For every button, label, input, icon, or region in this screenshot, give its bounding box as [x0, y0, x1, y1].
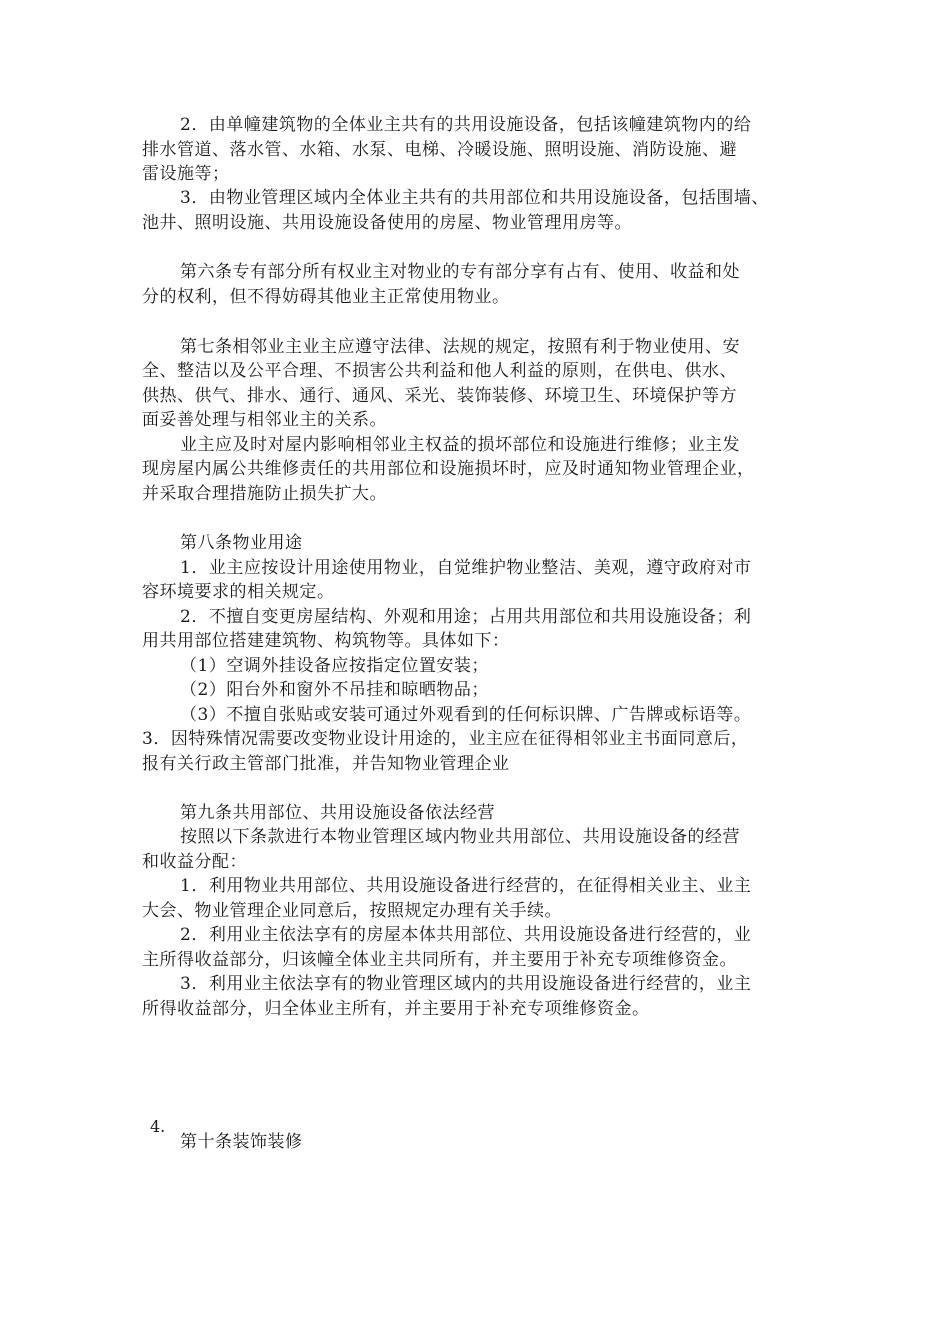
article7-para1-line2: 全、整洁以及公平合理、不损害公共利益和他人利益的原则，在供电、供水、	[142, 361, 737, 381]
article6-line2: 分的权利，但不得妨碍其他业主正常使用物业。	[142, 287, 510, 307]
article8-sub2: （2）阳台外和窗外不吊挂和晾晒物品；	[180, 680, 489, 700]
article9-intro-line2: 和收益分配：	[142, 852, 247, 872]
article7-para1-line3: 供热、供气、排水、通行、通风、采光、装饰装修、环境卫生、环境保护等方	[142, 386, 737, 406]
article6-line1: 第六条专有部分所有权业主对物业的专有部分享有占有、使用、收益和处	[180, 262, 740, 282]
article9-item3-line1: 3．利用业主依法享有的物业管理区域内的共用设施设备进行经营的，业主	[180, 974, 752, 994]
article8-sub1: （1）空调外挂设备应按指定位置安装；	[180, 656, 489, 676]
article8-item2-line2: 用共用部位搭建建筑物、构筑物等。具体如下：	[142, 631, 510, 651]
article9-intro-line1: 按照以下条款进行本物业管理区域内物业共用部位、共用设施设备的经营	[180, 827, 740, 847]
list-marker: 4.	[150, 1117, 166, 1136]
article9-item1-line1: 1．利用物业共用部位、共用设施设备进行经营的，在征得相关业主、业主	[180, 876, 752, 896]
article8-item2-line1: 2．不擅自变更房屋结构、外观和用途；占用共用部位和共用设施设备；利	[180, 607, 752, 627]
article9-title: 第九条共用部位、共用设施设备依法经营	[180, 803, 495, 823]
article9-item1-line2: 大会、物业管理企业同意后，按照规定办理有关手续。	[142, 901, 562, 921]
clause5-item2-line3: 雷设施等；	[142, 164, 230, 184]
clause5-item2-line1: 2．由单幢建筑物的全体业主共有的共用设施设备，包括该幢建筑物内的给	[180, 115, 752, 135]
article7-para2-line3: 并采取合理措施防止损失扩大。	[142, 484, 387, 504]
article9-item2-line1: 2．利用业主依法享有的房屋本体共用部位、共用设施设备进行经营的，业	[180, 925, 752, 945]
article8-title: 第八条物业用途	[180, 533, 303, 553]
clause5-item3-line1: 3．由物业管理区域内全体业主共有的共用部位和共用设施设备，包括围墙、	[180, 188, 769, 208]
article9-item3-line2: 所得收益部分，归全体业主所有，并主要用于补充专项维修资金。	[142, 999, 650, 1019]
clause5-item3-line2: 池井、照明设施、共用设施设备使用的房屋、物业管理用房等。	[142, 213, 632, 233]
article8-item3-line2: 报有关行政主管部门批准，并告知物业管理企业	[142, 754, 510, 774]
article8-item1-line1: 1．业主应按设计用途使用物业，自觉维护物业整洁、美观，遵守政府对市	[180, 558, 752, 578]
article7-para2-line2: 现房屋内属公共维修责任的共用部位和设施损坏时，应及时通知物业管理企业，	[142, 459, 755, 479]
clause5-item2-line2: 排水管道、落水管、水箱、水泵、电梯、冷暖设施、照明设施、消防设施、避	[142, 140, 737, 160]
article8-item1-line2: 容环境要求的相关规定。	[142, 582, 335, 602]
article8-sub3: （3）不擅自张贴或安装可通过外观看到的任何标识牌、广告牌或标语等。	[180, 705, 752, 725]
article7-para1-line1: 第七条相邻业主业主应遵守法律、法规的规定，按照有利于物业使用、安	[180, 337, 740, 357]
article7-para2-line1: 业主应及时对屋内影响相邻业主权益的损坏部位和设施进行维修；业主发	[180, 435, 740, 455]
article10-title: 第十条装饰装修	[180, 1132, 303, 1152]
article9-item2-line2: 主所得收益部分，归该幢全体业主共同所有，并主要用于补充专项维修资金。	[142, 950, 737, 970]
article7-para1-line4: 面妥善处理与相邻业主的关系。	[142, 410, 387, 430]
article8-item3-line1: 3．因特殊情况需要改变物业设计用途的，业主应在征得相邻业主书面同意后，	[142, 729, 749, 749]
